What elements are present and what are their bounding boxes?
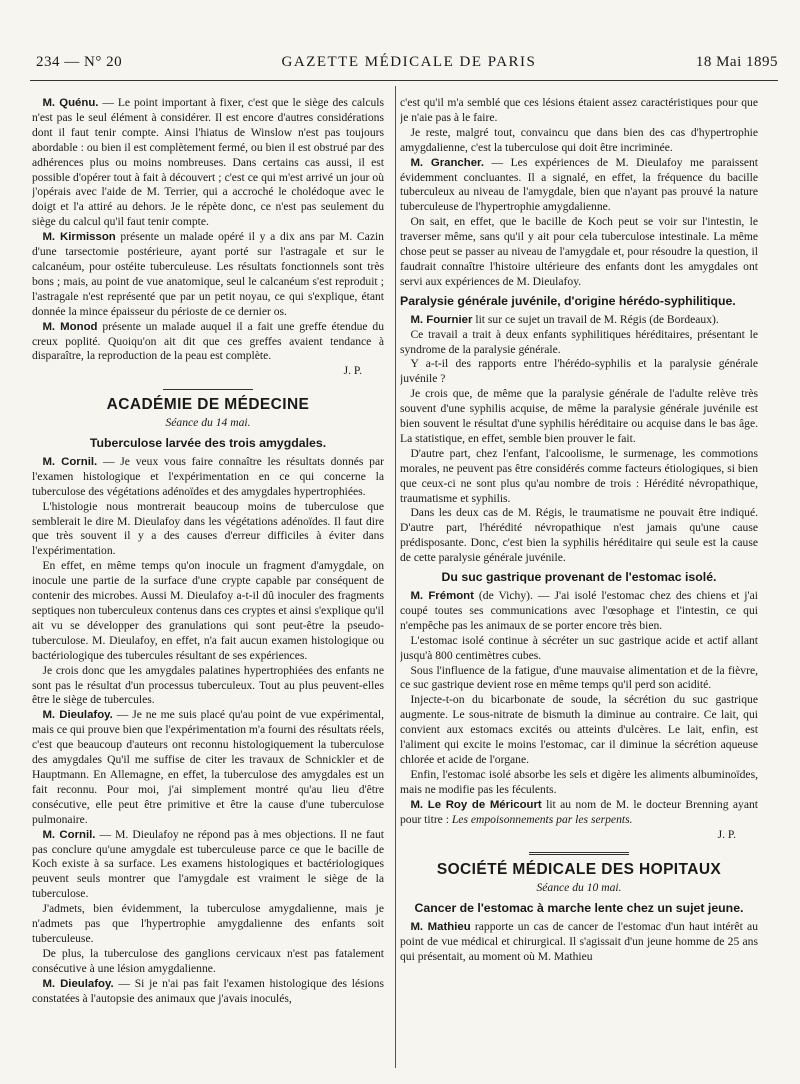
- section-seance: Séance du 14 mai.: [165, 416, 251, 430]
- paragraph: On sait, en effet, que le bacille de Koch peut se voir sur l'intestin, le traverser même, sans qu'il y ait pour cela tuberculose intestinale. La même chose peut se passer au niveau de l'amygdale et, pour résoudre la question, il faudrait connaître l'histoire ultérieure des enfants dont les amygdales ont servi aux expériences de M. Dieulafoy.: [400, 215, 758, 288]
- section-seance: Séance du 10 mai.: [536, 881, 622, 895]
- paragraph: Je crois que, de même que la paralysie générale de l'adulte relève très souvent d'une syphilis acquise, de même la paralysie générale juvénile est bien souvent le résultat d'une syphilis héréditaire ou acquise dans le bas âge. La statistique, en effet, semble bien prouver le fait.: [400, 387, 758, 445]
- paragraph: J'admets, bien évidemment, la tuberculose amygdalienne, mais je n'admets pas que l'hypertrophie amygdalienne des enfants soit tuberculeuse.: [32, 902, 384, 945]
- paragraph: [400, 920, 758, 965]
- paragraph: Je crois donc que les amygdales palatines hypertrophiées des enfants ne sont pas le résultat d'un processus tuberculeux. Tout au plus peuvent-elles être le siège de tubercules.: [32, 663, 384, 707]
- paragraph: Dans les deux cas de M. Régis, le traumatisme ne pouvait être indiqué. D'autre part, l'hérédité névropathique n'est jamais qu'une cause prédisposante. Donc, c'est bien la syphilis héréditaire qui seule est la cause de cette paralysie générale juvénile.: [400, 506, 758, 565]
- paragraph: [32, 455, 384, 500]
- paragraph: L'estomac isolé continue à sécréter un suc gastrique acide et actif allant jusqu'à 800 centimètres cubes.: [400, 633, 758, 662]
- paragraph: [32, 96, 384, 230]
- paragraph: [400, 156, 758, 216]
- paragraph: De plus, la tuberculose des ganglions cervicaux n'est pas fatalement consécutive à une lésion amygdalienne.: [32, 946, 384, 975]
- speaker-name: M. Monod: [42, 320, 98, 333]
- header-rule: [30, 80, 778, 81]
- speaker-name: M. Cornil.: [42, 828, 96, 841]
- speaker-name: M. Kirmisson: [42, 231, 116, 244]
- section-title: ACADÉMIE DE MÉDECINE: [106, 396, 310, 414]
- subheading: Paralysie générale juvénile, d'origine hérédo-syphilitique.: [400, 293, 736, 308]
- paragraph: [400, 798, 758, 828]
- signature: J. P.: [343, 364, 362, 378]
- paragraph: L'histologie nous montrerait beaucoup moins de tuberculose que semblerait le dire M. Dieulafoy dans les végétations adénoïdes. Il faut dire que très souvent il y a des causes d'erreur difficiles à éviter dans l'expérimentation.: [32, 499, 384, 558]
- speaker-name: M. Grancher.: [410, 156, 485, 169]
- paragraph: Je reste, malgré tout, convaincu que dans bien des cas d'hypertrophie amygdalienne, c'est la tuberculose qui doit être incriminée.: [400, 125, 758, 154]
- column-divider: [395, 86, 396, 1068]
- paragraph: [32, 320, 384, 365]
- left-column: [32, 96, 384, 1080]
- speaker-name: M. Dieulafoy.: [42, 977, 114, 990]
- paragraph: Y a-t-il des rapports entre l'hérédo-syphilis et la paralysie générale juvénile ?: [400, 357, 758, 386]
- paragraph: [32, 828, 384, 903]
- section-rule: [163, 389, 253, 390]
- paragraph: Injecte-t-on du bicarbonate de soude, la sécrétion du suc gastrique augmente. Le sous-nitrate de bismuth la diminue au contraire. Ce lait, qui convient aux estomacs excités ou atteints d'ulcères. Le lait, enfin, est l'aliment qui excite le moins l'estomac, car il diminue la sécrétion aqueuse chlorée et acide de l'organe.: [400, 693, 758, 766]
- signature: J. P.: [717, 827, 736, 841]
- paragraph-text: lit au nom de M. le docteur Brenning ayant pour titre :: [400, 797, 758, 826]
- paragraph-text: (de Vichy). — J'ai isolé l'estomac chez des chiens et j'ai coupé toutes ses communications avec l'œsophage et l'intestin, ce qui n'empêche pas les animaux de se porter encore très bien.: [400, 589, 758, 632]
- paragraph: D'autre part, chez l'enfant, l'alcoolisme, le surmenage, les commotions morales, ne peuvent pas être considérés comme facteurs étiologiques, si bien que ceux-ci ne sont plus qu'au nombre de trois : Hérédité névropathique, traumatisme et syphilis.: [400, 446, 758, 505]
- page-number: 234 — N° 20: [36, 54, 123, 70]
- section-rule: [529, 852, 629, 855]
- section-title: SOCIÉTÉ MÉDICALE DES HOPITAUX: [436, 861, 722, 879]
- issue-date: 18 Mai 1895: [695, 54, 778, 70]
- subheading: Cancer de l'estomac à marche lente chez un sujet jeune.: [414, 901, 744, 916]
- speaker-name: M. Dieulafoy.: [42, 709, 113, 722]
- paragraph: [400, 313, 758, 328]
- paragraph: [32, 230, 384, 319]
- speaker-name: M. Le Roy de Méricourt: [410, 798, 542, 811]
- page-header: [36, 54, 778, 76]
- paragraph: En effet, en même temps qu'on inocule un fragment d'amygdale, on inocule une partie de la surface d'une crypte capable par conséquent de contenir des microbes. Aussi M. Dieulafoy a-t-il dû inoculer des fragments septiques non tuberculeux contenus dans ces cryptes et ainsi s'explique qu'il ait vu se développer des granulations qui sont peut-être la pseudo-tuberculose. M. Dieulafoy, en effet, n'a fait aucun examen histologique ou bactériologique des tubercules résultant de ses expériences.: [32, 559, 384, 662]
- paragraph: c'est qu'il m'a semblé que ces lésions étaient assez caractéristiques pour que je n'aie pas à le faire.: [400, 96, 758, 124]
- paragraph-text: lit sur ce sujet un travail de M. Régis (de Bordeaux).: [472, 312, 719, 326]
- speaker-name: M. Frémont: [410, 590, 474, 602]
- speaker-name: M. Mathieu: [410, 921, 471, 934]
- paragraph-text: présente un malade auquel il a fait une greffe étendue du creux poplité. Quoiqu'on ait dit que ces greffes avaient tendance à disparaître, la reproduction de la peau est complète.: [32, 319, 384, 363]
- paragraph-text: rapporte un cas de cancer de l'estomac d'un haut intérêt au point de vue médical et chirurgical. Il s'agissait d'un jeune homme de 25 ans qui présentait, au moment où M. Mathieu: [400, 920, 758, 963]
- paragraph-text: — Je veux vous faire connaître les résultats donnés par l'examen histologique et l'expérimentation en ce qui concerne la tuberculose des végétations adénoïdes et des amygdales hypertrophiées.: [32, 454, 384, 498]
- paragraph-text: — Je ne me suis placé qu'au point de vue expérimental, mais ce qui prouve bien que l'expérimentation m'a fourni des résultats réels, c'est que beaucoup d'auteurs ont reconnu histologiquement la tuberculose des amygdales Qu'il me suffise de citer les travaux de Schnickler et de Hauptmann. En Allemagne, en effet, la tuberculose des amygdales est un fait reconnu. Pour moi, j'ai simplement montré qu'au lieu d'être consécutive, elle peut être primitive et être la cause d'une tuberculose pulmonaire.: [32, 708, 384, 826]
- paragraph: Sous l'influence de la fatigue, d'une mauvaise alimentation et de la fièvre, ce suc gastrique devient rose en même temps qu'il perd son acidité.: [400, 663, 758, 692]
- cited-title: Les empoisonnements par les serpents.: [451, 812, 633, 826]
- paragraph-text: — M. Dieulafoy ne répond pas à mes objections. Il ne faut pas conclure qu'une amygdale est tuberculeuse parce ce que le bacille de Koch existe à sa surface. Les examens histologiques et bactériologiques peuvent seuls montrer que l'amygdale est vraiment le siège de la tuberculose.: [32, 827, 384, 901]
- paragraph: [32, 708, 384, 827]
- paragraph-text: — Le point important à fixer, c'est que le siège des calculs n'est pas le seul élément à considérer. Il est encore d'autres considérations dont il faut tenir compte. Ainsi l'hiatus de Winslow n'est pas toujours abordable : ou bien il est complètement fermé, ou bien il est obstrué par des adhérences plus ou moins nombreuses. Dans certains cas aussi, il est possible d'opérer tout à fait à découvert ; c'est ce qui m'est arrivé un jour où j'opérais avec l'aide de M. Terrier, qui a accroché le cholédoque avec le doigt et l'a attiré au dehors. Je le répète donc, ce n'est pas seulement du siège du calcul qu'il faut tenir compte.: [32, 96, 384, 229]
- subheading: Du suc gastrique provenant de l'estomac isolé.: [441, 570, 717, 585]
- paragraph-text: — Les expériences de M. Dieulafoy me paraissent évidemment concluantes. Il a signalé, en effet, la fréquence du bacille tuberculeux au niveau de l'amygdale, bien que n'ayant pas prouvé la nature tuberculeuse de l'hypertrophie amygdalienne.: [400, 155, 758, 214]
- paragraph: Ce travail a trait à deux enfants syphilitiques héréditaires, présentant le syndrome de la paralysie générale.: [400, 327, 758, 356]
- subheading: Tuberculose larvée des trois amygdales.: [89, 436, 327, 451]
- speaker-name: M. Quénu.: [42, 97, 99, 109]
- right-column: [400, 96, 758, 1080]
- paragraph: [32, 977, 384, 1007]
- speaker-name: M. Fournier: [410, 313, 473, 326]
- speaker-name: M. Cornil.: [42, 455, 98, 468]
- paragraph: [400, 589, 758, 634]
- paragraph: Enfin, l'estomac isolé absorbe les sels et digère les aliments albuminoïdes, mais ne modifie pas les féculents.: [400, 767, 758, 796]
- paragraph-text: — Si je n'ai pas fait l'examen histologique des lésions constatées à l'autopsie des animaux que j'avais inoculés,: [32, 976, 384, 1005]
- paragraph-text: présente un malade opéré il y a dix ans par M. Cazin d'une tarsectomie postérieure, ayant porté sur l'astragale et sur le calcanéum, pour ostéite tuberculeuse. Les résultats fonctionnels sont très bons ; mais, au point de vue anatomique, seul le calcanéum s'est reproduit ; l'astragale n'est représenté que par un petit noyau, ce qui s'explique, étant donnée la mince épaisseur du périoste de ce dernier os.: [32, 230, 384, 318]
- journal-title: GAZETTE MÉDICALE DE PARIS: [281, 54, 537, 70]
